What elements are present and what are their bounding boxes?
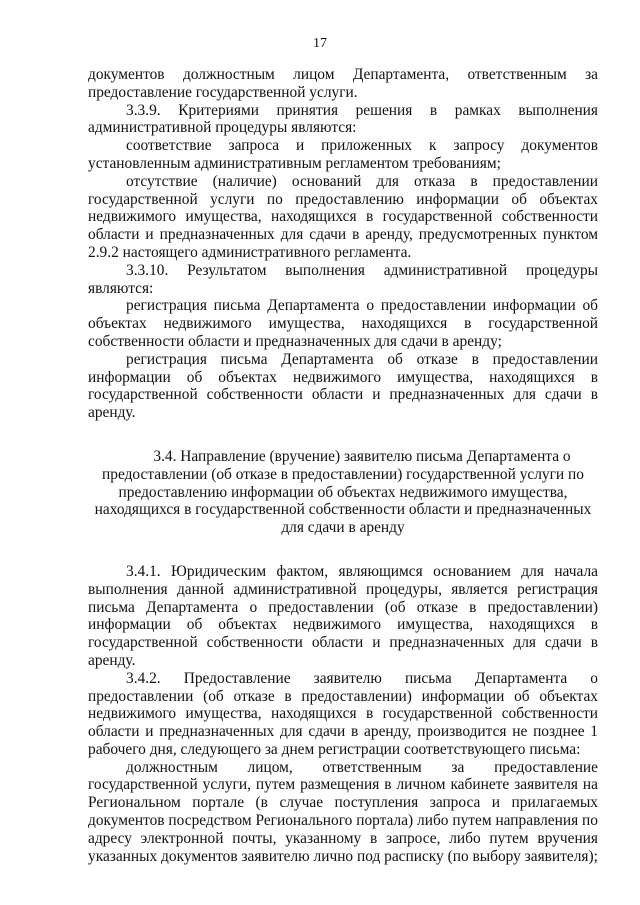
paragraph-3-4-1: 3.4.1. Юридическим фактом, являющимся основанием для начала выполнения данной административной процедуры, является регистрация письма Департамента о предоставлении (об отказе в предоставлении) информации об объектах недвижимого имущества, находящихся в государственной собственности области и предназначенных для сдачи в аренду.: [88, 562, 598, 669]
paragraph-3-3-10: 3.3.10. Результатом выполнения административной процедуры являются:: [88, 261, 598, 297]
paragraph-result-2: регистрация письма Департамента об отказе в предоставлении информации об объектах недвижимого имущества, находящихся в государственной собственности области и предназначенных для сдачи в аренду.: [88, 350, 598, 422]
paragraph-3-3-9: 3.3.9. Критериями принятия решения в рамках выполнения административной процедуры являются:: [88, 101, 598, 137]
paragraph-delivery-method: должностным лицом, ответственным за предоставление государственной услуги, путем размещения в личном кабинете заявителя на Региональном портале (в случае поступления запроса и прилагаемых документов посредством Регионального портала) либо путем направления по адресу электронной почты, указанному в запросе, либо путем вручения указанных документов заявителю лично под расписку (по выбору заявителя);: [88, 758, 598, 865]
document-body: [88, 66, 598, 865]
section-title: 3.4. Направление (вручение) заявителю письма Департамента о предоставлении (об отказе в предоставлении) государственной услуги по предоставлению информации об объектах недвижимого имущества, находящихся в государственной собственности области и предназначенных для сдачи в аренду: [94, 447, 592, 537]
paragraph-3-4-2: 3.4.2. Предоставление заявителю письма Департамента о предоставлении (об отказе в предоставлении) информации об объектах недвижимого имущества, находящихся в государственной собственности области и предназначенных для сдачи в аренду, производится не позднее 1 рабочего дня, следующего за днем регистрации соответствующего письма:: [88, 669, 598, 758]
paragraph-result-1: регистрация письма Департамента о предоставлении информации об объектах недвижимого имущества, находящихся в государственной собственности области и предназначенных для сдачи в аренду;: [88, 297, 598, 350]
paragraph-criterion-1: соответствие запроса и приложенных к запросу документов установленным административным регламентом требованиям;: [88, 137, 598, 172]
section-heading-3-4: [88, 448, 598, 537]
page-number: 17: [313, 36, 327, 51]
paragraph-criterion-2: отсутствие (наличие) оснований для отказа в предоставлении государственной услуги по предоставлению информации об объектах недвижимого имущества, находящихся в государственной собственности области и предназначенных для сдачи в аренду, предусмотренных пунктом 2.9.2 настоящего административного регламента.: [88, 172, 598, 261]
paragraph-continuation: документов должностным лицом Департамента, ответственным за предоставление государственной услуги.: [88, 66, 598, 101]
